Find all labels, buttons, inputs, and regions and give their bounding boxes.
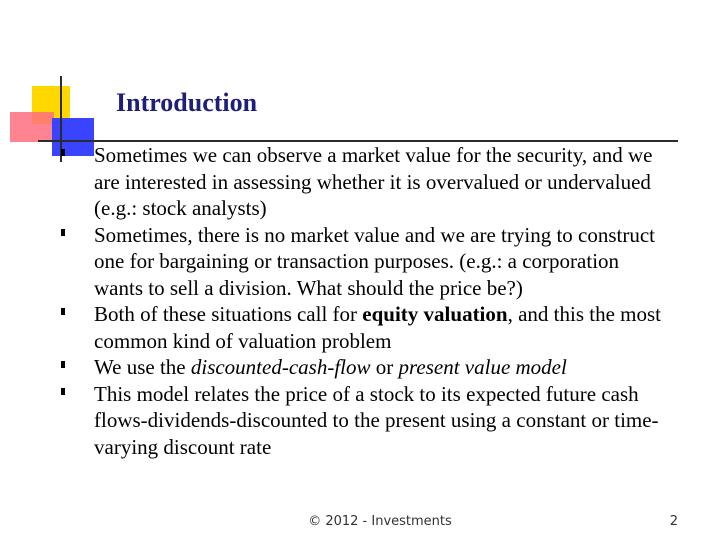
bullet-text-part: , and this the most common kind of valuation problem	[94, 302, 661, 353]
slide-title: Introduction	[116, 88, 258, 117]
bullet-text-part: Both of these situations call for	[94, 302, 363, 326]
footer-copyright: © 2012 - Investments	[308, 514, 452, 529]
bullet-item	[60, 381, 670, 461]
bullet-item	[60, 142, 670, 222]
page-number: 2	[669, 514, 678, 529]
bullet-item	[60, 301, 670, 354]
bullet-item	[60, 222, 670, 302]
decorative-red-rectangle	[10, 112, 54, 142]
bullet-text: Sometimes, there is no market value and we are trying to construct one for bargaining or transaction purposes. (e.g.: a corporation wants to sell a division. What should the price be?)	[94, 222, 656, 300]
bullet-text-part: We use the	[94, 355, 191, 379]
bullet-text: This model relates the price of a stock to its expected future cash flows-dividends-discounted to the present using a constant or time-varying discount rate	[94, 381, 659, 459]
bullet-text: Sometimes we can observe a market value for the security, and we are interested in assessing whether it is overvalued or undervalued (e.g.: stock analysts)	[94, 143, 653, 220]
bullet-marker-icon	[61, 361, 65, 368]
bullet-bold-term: equity valuation	[362, 302, 508, 326]
bullet-marker-icon	[61, 308, 65, 315]
bullet-italic-term: present value model	[398, 355, 567, 379]
bullet-marker-icon	[61, 149, 65, 156]
bullet-marker-icon	[61, 388, 65, 395]
bullet-list	[60, 142, 670, 460]
bullet-item	[60, 354, 670, 381]
bullet-italic-term: discounted-cash-flow	[190, 355, 371, 379]
bullet-text-part: or	[370, 355, 399, 379]
bullet-marker-icon	[61, 229, 65, 236]
